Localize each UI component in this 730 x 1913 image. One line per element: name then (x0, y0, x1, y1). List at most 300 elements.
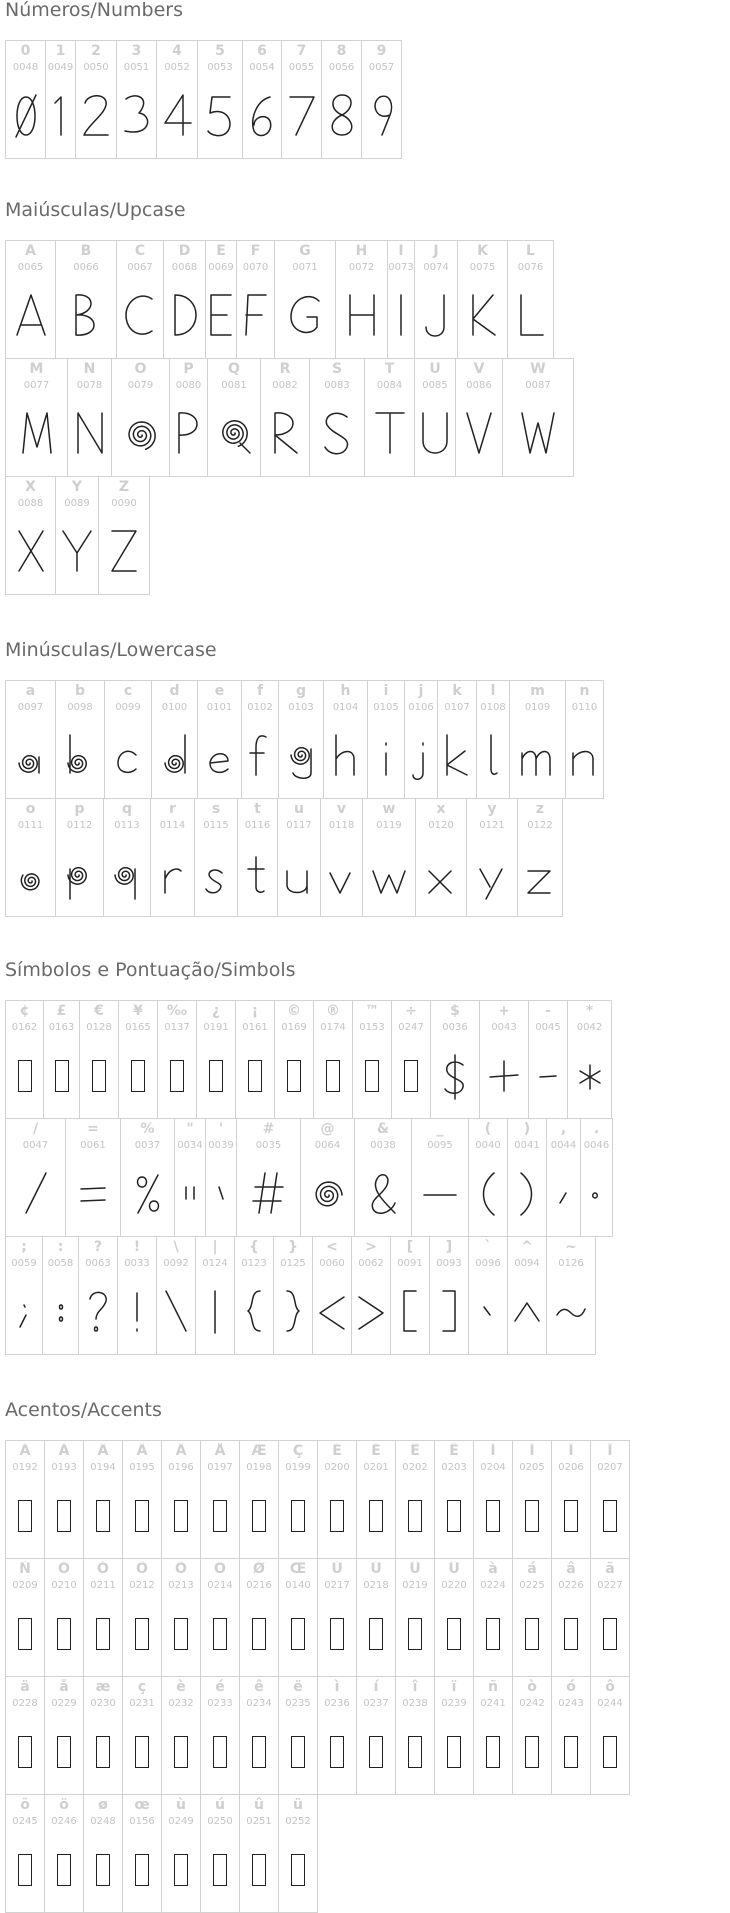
glyph-label: C (134, 243, 146, 259)
glyph-label: Á (58, 1443, 70, 1459)
glyph-code: 0123 (241, 1258, 267, 1269)
glyph-label: Ë (449, 1443, 459, 1459)
glyph-label: Ú (370, 1561, 382, 1577)
ampersand-icon (355, 1167, 411, 1221)
glyph-label: M (29, 361, 44, 377)
glyph-cell (161, 1440, 201, 1559)
a-icon (6, 729, 55, 783)
section-title: Minúsculas/Lowercase (5, 639, 217, 661)
glyph-label: F (250, 243, 261, 259)
glyph-code: 0109 (524, 702, 551, 713)
glyph-code: 0043 (491, 1022, 517, 1033)
glyph-code: 0063 (85, 1258, 111, 1269)
missing-glyph-icon (162, 1607, 200, 1661)
missing-glyph-icon (44, 1049, 79, 1103)
glyph-code: 0052 (164, 62, 190, 73)
backslash-icon (157, 1285, 195, 1339)
missing-glyph-icon (279, 1489, 317, 1543)
glyph-code: 0126 (558, 1258, 584, 1269)
glyph-label: < (326, 1239, 338, 1255)
missing-glyph-icon (279, 1843, 317, 1897)
glyph-cell (281, 40, 322, 159)
glyph-cell (235, 1000, 275, 1119)
glyph-cell (83, 1558, 123, 1677)
D-icon (164, 289, 205, 343)
glyph-code: 0117 (286, 820, 312, 831)
glyph-label: å (59, 1679, 69, 1695)
missing-glyph-icon (162, 1489, 200, 1543)
glyph-label: ô (605, 1679, 615, 1695)
glyph-code: 0194 (90, 1462, 116, 1473)
glyph-label: ' (218, 1121, 224, 1137)
glyph-code: 0092 (163, 1258, 189, 1269)
glyph-code: 0073 (388, 262, 414, 273)
missing-glyph-icon (552, 1607, 590, 1661)
missing-glyph-icon (552, 1489, 590, 1543)
section-2 (5, 640, 603, 916)
glyph-label: ü (293, 1797, 303, 1813)
glyph-code: 0076 (517, 262, 544, 273)
missing-glyph-icon (435, 1607, 473, 1661)
missing-glyph-icon (84, 1843, 122, 1897)
missing-glyph-icon (123, 1843, 161, 1897)
glyph-cell (161, 1794, 201, 1913)
glyph-label: í (373, 1679, 379, 1695)
missing-glyph-icon (318, 1607, 356, 1661)
missing-glyph-icon (591, 1607, 629, 1661)
glyph-label: k (452, 683, 462, 699)
glyph-cell (313, 1000, 353, 1119)
missing-glyph-icon (6, 1607, 44, 1661)
question-icon (79, 1285, 117, 1339)
glyph-cell (468, 1236, 508, 1355)
missing-glyph-icon (396, 1489, 434, 1543)
glyph-cell (117, 1236, 157, 1355)
missing-glyph-icon (6, 1725, 44, 1779)
missing-glyph-icon (591, 1489, 629, 1543)
glyph-cell (507, 1236, 547, 1355)
glyph-cell (551, 1440, 591, 1559)
missing-glyph-icon (201, 1607, 239, 1661)
glyph-code: 0081 (221, 380, 247, 391)
glyph-cell (55, 798, 104, 917)
glyph-code: 0219 (402, 1580, 428, 1591)
glyph-label: Ò (58, 1561, 70, 1577)
glyph-cell (67, 358, 112, 477)
Z-icon (99, 525, 149, 579)
glyph-code: 0082 (272, 380, 298, 391)
missing-glyph-icon (240, 1843, 278, 1897)
glyph-code: 0251 (246, 1816, 272, 1827)
glyph-cell (116, 240, 164, 359)
glyph-label: \ (173, 1239, 179, 1255)
glyph-code: 0091 (397, 1258, 423, 1269)
glyph-label: Ã (136, 1443, 148, 1459)
brace-left-icon (235, 1285, 273, 1339)
glyph-label: î (412, 1679, 418, 1695)
glyph-cell (437, 680, 477, 799)
glyph-label: i (383, 683, 389, 699)
glyph-label: € (94, 1003, 104, 1019)
glyph-label: ñ (488, 1679, 498, 1695)
glyph-code: 0241 (480, 1698, 506, 1709)
missing-glyph-icon (84, 1725, 122, 1779)
glyph-code: 0096 (475, 1258, 501, 1269)
glyph-label: ¿ (211, 1003, 221, 1019)
asterisk-icon (568, 1049, 611, 1103)
glyph-cell (239, 1794, 279, 1913)
missing-glyph-icon (392, 1049, 430, 1103)
j-icon (405, 729, 437, 783)
glyph-cell (507, 240, 554, 359)
glyph-cell (161, 1676, 201, 1795)
glyph-code: 0051 (123, 62, 150, 73)
glyph-code: 0220 (441, 1580, 467, 1591)
glyph-label: u (294, 801, 304, 817)
missing-glyph-icon (162, 1725, 200, 1779)
glyph-label: ( (484, 1121, 492, 1137)
pipe-icon (196, 1285, 234, 1339)
q-icon (104, 847, 150, 901)
glyph-label: ¥ (133, 1003, 143, 1019)
glyph-label: } (288, 1239, 298, 1255)
glyph-label: ê (254, 1679, 264, 1695)
glyph-cell (273, 1236, 313, 1355)
glyph-code: 0165 (125, 1022, 151, 1033)
glyph-code: 0110 (571, 702, 598, 713)
glyph-code: 0094 (514, 1258, 540, 1269)
glyph-code: 0235 (285, 1698, 311, 1709)
glyph-code: 0214 (207, 1580, 233, 1591)
glyph-cell (476, 680, 510, 799)
glyph-code: 0068 (171, 262, 198, 273)
glyph-label: ` (484, 1239, 492, 1255)
glyph-cell (239, 1676, 279, 1795)
glyph-label: Ó (97, 1561, 109, 1577)
section-4 (5, 1400, 629, 1912)
glyph-cell (387, 240, 415, 359)
missing-glyph-icon (6, 1049, 43, 1103)
glyph-cell (5, 798, 56, 917)
glyph-label: 1 (55, 43, 66, 59)
glyph-label: ¡ (251, 1003, 259, 1019)
glyph-cell (200, 1676, 240, 1795)
glyph-label: L (526, 243, 535, 259)
glyph-label: l (490, 683, 496, 699)
glyph-label: Ô (136, 1561, 148, 1577)
glyph-code: 0072 (348, 262, 375, 273)
glyph-cell (395, 1676, 435, 1795)
glyph-code: 0213 (168, 1580, 194, 1591)
glyph-cell (391, 1000, 431, 1119)
missing-glyph-icon (275, 1049, 313, 1103)
glyph-code: 0057 (368, 62, 395, 73)
5-icon (198, 89, 242, 143)
glyph-cell (274, 240, 336, 359)
e-icon (198, 729, 241, 783)
glyph-cell (517, 798, 563, 917)
glyph-code: 0227 (597, 1580, 623, 1591)
glyph-label: é (215, 1679, 225, 1695)
glyph-cell (78, 1236, 118, 1355)
glyph-grid-row (5, 476, 573, 594)
glyph-code: 0061 (80, 1140, 106, 1151)
glyph-cell (239, 1440, 279, 1559)
glyph-cell (5, 1558, 45, 1677)
glyph-cell (278, 1440, 318, 1559)
section-0 (5, 0, 401, 158)
glyph-cell (361, 40, 402, 159)
glyph-cell (44, 1440, 84, 1559)
glyph-label: ç (137, 1679, 147, 1695)
glyph-code: 0237 (363, 1698, 389, 1709)
glyph-code: 0231 (129, 1698, 155, 1709)
glyph-label: Å (214, 1443, 226, 1459)
glyph-cell (118, 1000, 158, 1119)
glyph-code: 0060 (319, 1258, 345, 1269)
glyph-cell (352, 1000, 392, 1119)
glyph-label: J (433, 243, 439, 259)
glyph-label: 0 (20, 43, 31, 59)
S-icon (310, 407, 364, 461)
glyph-label: U (429, 361, 441, 377)
glyph-cell (79, 1000, 119, 1119)
glyph-cell (122, 1440, 162, 1559)
missing-glyph-icon (513, 1489, 551, 1543)
glyph-code: 0199 (285, 1462, 311, 1473)
glyph-cell (323, 680, 368, 799)
glyph-label: À (19, 1443, 31, 1459)
caret-icon (508, 1285, 546, 1339)
missing-glyph-icon (474, 1489, 512, 1543)
glyph-cell (502, 358, 574, 477)
glyph-code: 0198 (246, 1462, 272, 1473)
glyph-label: Â (97, 1443, 109, 1459)
glyph-cell (200, 1794, 240, 1913)
w-icon (363, 847, 415, 901)
glyph-cell (507, 1118, 547, 1237)
glyph-cell (5, 1676, 45, 1795)
missing-glyph-icon (353, 1049, 391, 1103)
glyph-code: 0036 (442, 1022, 468, 1033)
glyph-label: g (295, 683, 307, 699)
glyph-code: 0046 (583, 1140, 610, 1151)
bracket-right-icon (430, 1285, 468, 1339)
glyph-grid-row (5, 1794, 629, 1912)
glyph-label: ] (445, 1239, 453, 1255)
glyph-code: 0226 (558, 1580, 584, 1591)
glyph-cell (278, 1794, 318, 1913)
glyph-cell (44, 1558, 84, 1677)
glyph-code: 0035 (255, 1140, 282, 1151)
glyph-code: 0248 (90, 1816, 116, 1827)
n-icon (566, 729, 603, 783)
tilde-icon (547, 1285, 595, 1339)
f-icon (242, 729, 278, 783)
x-icon (416, 847, 466, 901)
glyph-code: 0230 (90, 1698, 116, 1709)
glyph-code: 0239 (441, 1698, 467, 1709)
glyph-cell (260, 358, 310, 477)
glyph-cell (156, 1236, 196, 1355)
glyph-label: a (25, 683, 36, 699)
glyph-code: 0202 (402, 1462, 428, 1473)
glyph-cell (5, 1118, 66, 1237)
glyph-label: w (382, 801, 396, 817)
glyph-label: D (178, 243, 191, 259)
missing-glyph-icon (45, 1725, 83, 1779)
glyph-code: 0062 (358, 1258, 384, 1269)
glyph-cell (356, 1558, 396, 1677)
6-icon (243, 89, 281, 143)
glyph-cell (312, 1236, 352, 1355)
glyph-cell (356, 1676, 396, 1795)
glyph-code: 0120 (428, 820, 454, 831)
glyph-label: , (560, 1121, 567, 1137)
glyph-code: 0069 (208, 262, 234, 273)
glyph-cell (122, 1794, 162, 1913)
glyph-label: 5 (215, 43, 225, 59)
d-icon (152, 729, 197, 783)
glyph-code: 0048 (12, 62, 39, 73)
glyph-label: œ (134, 1797, 150, 1813)
glyph-label: ì (334, 1679, 340, 1695)
missing-glyph-icon (396, 1607, 434, 1661)
missing-glyph-icon (279, 1607, 317, 1661)
glyph-cell (103, 798, 151, 917)
glyph-code: 0108 (480, 702, 506, 713)
P-icon (170, 407, 207, 461)
glyph-code: 0090 (111, 498, 137, 509)
glyph-code: 0058 (47, 1258, 74, 1269)
glyph-code: 0128 (86, 1022, 112, 1033)
glyph-code: 0217 (324, 1580, 350, 1591)
missing-glyph-icon (236, 1049, 274, 1103)
glyph-code: 0244 (597, 1698, 623, 1709)
H-icon (336, 289, 387, 343)
glyph-cell (43, 1000, 80, 1119)
glyph-code: 0080 (175, 380, 202, 391)
glyph-cell (200, 1558, 240, 1677)
glyph-cell (479, 1000, 529, 1119)
glyph-label: b (74, 683, 86, 699)
glyph-label: h (340, 683, 351, 699)
glyph-cell (354, 1118, 412, 1237)
section-title: Maiúsculas/Upcase (5, 199, 186, 221)
glyph-cell (196, 1000, 236, 1119)
glyph-code: 0216 (246, 1580, 272, 1591)
glyph-label: @ (320, 1121, 335, 1137)
glyph-code: 0234 (246, 1698, 272, 1709)
glyph-code: 0066 (73, 262, 99, 273)
glyph-cell (367, 680, 405, 799)
glyph-label: p (74, 801, 85, 817)
glyph-code: 0238 (402, 1698, 428, 1709)
b-icon (56, 729, 104, 783)
glyph-label: Q (228, 361, 240, 377)
glyph-label: Ì (490, 1443, 496, 1459)
glyph-label: ë (293, 1679, 303, 1695)
glyph-code: 0070 (242, 262, 269, 273)
glyph-label: ö (59, 1797, 69, 1813)
glyph-code: 0053 (207, 62, 233, 73)
glyph-label: ï (451, 1679, 457, 1695)
glyph-label: â (566, 1561, 576, 1577)
glyph-code: 0055 (288, 62, 315, 73)
glyph-cell (277, 798, 321, 917)
glyph-cell (364, 358, 415, 477)
glyph-cell (567, 1000, 612, 1119)
missing-glyph-icon (45, 1843, 83, 1897)
missing-glyph-icon (201, 1843, 239, 1897)
glyph-label: " (186, 1121, 194, 1137)
glyph-label: | (212, 1239, 218, 1255)
glyph-cell (414, 240, 458, 359)
brace-right-icon (274, 1285, 312, 1339)
glyph-label: j (418, 683, 424, 699)
glyph-code: 0119 (376, 820, 402, 831)
glyph-label: B (80, 243, 92, 259)
glyph-code: 0050 (83, 62, 109, 73)
glyph-code: 0104 (332, 702, 359, 713)
glyph-grid-row (5, 798, 603, 916)
glyph-label: Ö (214, 1561, 226, 1577)
glyph-label: T (384, 361, 395, 377)
glyph-label: 3 (131, 43, 142, 59)
glyph-code: 0087 (525, 380, 551, 391)
glyph-cell (157, 1000, 197, 1119)
missing-glyph-icon (357, 1489, 395, 1543)
glyph-code: 0122 (527, 820, 553, 831)
missing-glyph-icon (240, 1725, 278, 1779)
missing-glyph-icon (123, 1725, 161, 1779)
glyph-code: 0169 (281, 1022, 307, 1033)
Y-icon (56, 525, 98, 579)
glyph-cell (83, 1794, 123, 1913)
glyph-label: Ø (253, 1561, 265, 1577)
glyph-cell (390, 1236, 430, 1355)
missing-glyph-icon (45, 1489, 83, 1543)
glyph-code: 0228 (12, 1698, 38, 1709)
glyph-cell (434, 1440, 474, 1559)
glyph-label: ÷ (405, 1003, 417, 1019)
dollar-icon (431, 1049, 479, 1103)
glyph-cell (5, 1000, 44, 1119)
glyph-label: t (254, 801, 261, 817)
glyph-cell (509, 680, 566, 799)
glyph-code: 0071 (292, 262, 318, 273)
glyph-cell (580, 1118, 613, 1237)
hash-icon (237, 1167, 300, 1221)
glyph-cell (466, 798, 518, 917)
glyph-code: 0195 (129, 1462, 155, 1473)
g-icon (279, 729, 323, 783)
percent-icon (121, 1167, 174, 1221)
glyph-code: 0067 (127, 262, 153, 273)
glyph-label: ‰ (166, 1003, 188, 1019)
glyph-code: 0074 (423, 262, 449, 273)
section-title: Números/Numbers (5, 0, 183, 21)
glyph-label: > (365, 1239, 377, 1255)
glyph-code: 0137 (164, 1022, 190, 1033)
glyph-code: 0105 (373, 702, 399, 713)
colon-icon (43, 1285, 78, 1339)
glyph-cell (551, 1558, 591, 1677)
glyph-label: ^ (521, 1239, 533, 1255)
glyph-code: 0037 (134, 1140, 161, 1151)
glyph-cell (83, 1440, 123, 1559)
glyph-code: 0232 (168, 1698, 194, 1709)
